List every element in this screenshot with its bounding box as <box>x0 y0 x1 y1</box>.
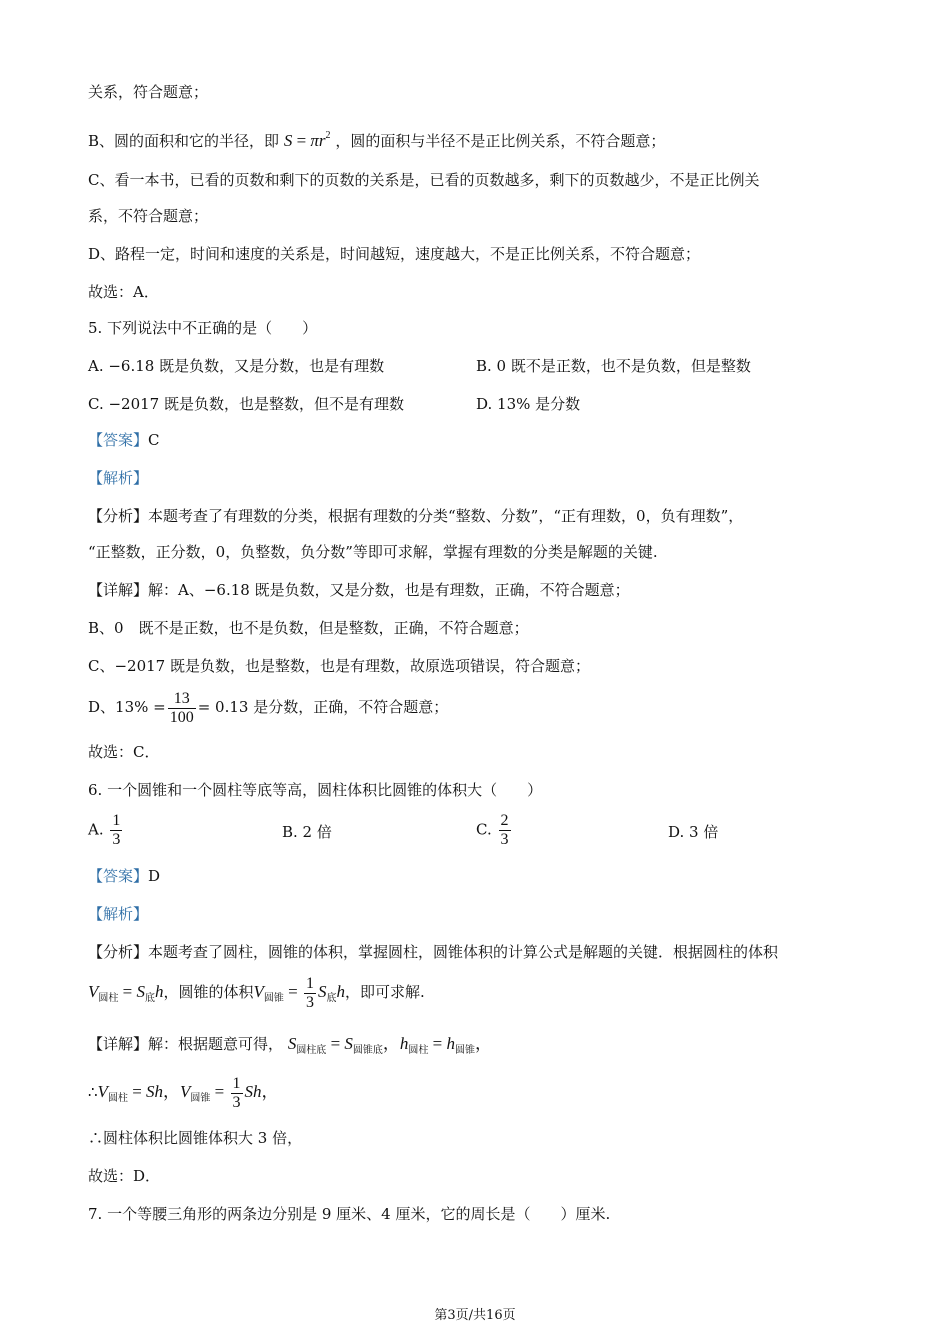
q5-fenxi-line: “正整数，正分数，0，负整数，负分数”等即可求解，掌握有理数的分类是解题的关键. <box>88 543 658 561</box>
q6-xiangjie-line <box>88 1070 279 1121</box>
q5-option-b: B. 0 既不是正数，也不是负数，但是整数 <box>476 357 751 375</box>
q6-option-c <box>476 812 513 849</box>
q6-analysis-tag <box>88 904 148 924</box>
xiangjie-tag: 【详解】 <box>88 581 149 599</box>
xiangjie-text: 解：根据题意可得， <box>148 1035 284 1053</box>
fenxi-tag: 【分析】 <box>88 943 149 961</box>
fraction-numerator: 1 <box>112 812 121 829</box>
text-line: 关系，符合题意； <box>88 83 209 101</box>
text-fragment: D、13% = <box>88 698 166 716</box>
q6-xiangjie-line <box>88 1034 492 1061</box>
text-line: C、看一本书，已看的页数和剩下的页数的关系是，已看的页数越多，剩下的页数越少，不是正比例关 <box>88 171 760 189</box>
text-line: 系，不符合题意； <box>88 207 209 225</box>
xiangjie-text: 解：A、−6.18 既是负数，又是分数，也是有理数，正确，不符合题意； <box>148 581 630 599</box>
text-fragment: B、圆的面积和它的半径，即 <box>88 132 280 150</box>
answer-value: C <box>148 431 160 449</box>
answer-value: D <box>148 867 161 885</box>
option-label: A. <box>88 820 104 839</box>
q5-answer <box>88 430 160 450</box>
question-6-stem: 6. 一个圆锥和一个圆柱等底等高，圆柱体积比圆锥的体积大（ ） <box>88 781 543 799</box>
cylinder-volume-formula: $V_{圆柱} = S_底h$ <box>88 982 164 1004</box>
q6-xiangjie-line: 故选：D． <box>88 1167 161 1185</box>
text-line <box>88 126 665 151</box>
fraction-denominator: 3 <box>500 831 509 848</box>
fenxi-text: 本题考查了有理数的分类，根据有理数的分类“整数、分数”，“正有理数，0，负有理数”， <box>148 507 744 525</box>
q5-option-a: A. −6.18 既是负数，又是分数，也是有理数 <box>88 357 385 375</box>
fenxi-text: 本题考查了圆柱，圆锥的体积，掌握圆柱，圆锥体积的计算公式是解题的关键．根据圆柱的体积 <box>148 943 779 961</box>
q5-option-d: D. 13% 是分数 <box>476 395 581 413</box>
fraction-numerator: 2 <box>500 812 509 829</box>
cone-volume-formula: $V_{圆锥}$ = $\frac{1}{3}$ $S_底h$ <box>253 974 345 1011</box>
q6-option-a <box>88 812 124 849</box>
question-7-stem: 7. 一个等腰三角形的两条边分别是 9 厘米、4 厘米，它的周长是（ ）厘米. <box>88 1205 611 1223</box>
q5-xiangjie-line: B、0 既不是正数，也不是负数，但是整数，正确，不符合题意； <box>88 619 529 637</box>
text-fragment: ，圆锥的体积 <box>163 983 254 1001</box>
fraction-numerator: 13 <box>168 690 196 709</box>
q6-fenxi-line <box>88 972 425 1019</box>
area-formula: $S = \pi r^2$ <box>283 130 331 150</box>
text-line: 故选：A． <box>88 283 159 301</box>
q5-xiangjie-line <box>88 580 630 600</box>
answer-tag: 【答案】 <box>88 867 149 885</box>
q5-option-c: C. −2017 既是负数，也是整数，但不是有理数 <box>88 395 404 413</box>
option-label: C. <box>476 820 492 839</box>
fraction <box>110 812 122 849</box>
equal-base-equation: $S_{圆柱底} = S_{圆锥底}$，$h_{圆柱} = h_{圆锥}$， <box>287 1034 492 1056</box>
volume-equations: $V_{圆柱} = Sh$，$V_{圆锥}$ = $\frac{1}{3}$ Sh， <box>97 1074 279 1111</box>
text-line: D、路程一定，时间和速度的关系是，时间越短，速度越大，不是正比例关系，不符合题意； <box>88 245 701 263</box>
fraction-denominator: 3 <box>112 831 121 848</box>
q5-xiangjie-line: 故选：C． <box>88 743 160 761</box>
analysis-tag: 【解析】 <box>88 905 149 923</box>
fenxi-tag: 【分析】 <box>88 507 149 525</box>
fraction <box>499 812 511 849</box>
q5-xiangjie-line: C、−2017 既是负数，也是整数，也是有理数，故原选项错误，符合题意； <box>88 657 590 675</box>
fraction-denominator: 100 <box>169 708 194 726</box>
q5-fenxi-line <box>88 506 743 526</box>
q6-xiangjie-line: ∴圆柱体积比圆锥体积大 3 倍， <box>88 1129 303 1147</box>
text-fragment: ，圆的面积与半径不是正比例关系，不符合题意； <box>335 132 666 150</box>
q5-analysis-tag <box>88 468 148 488</box>
answer-tag: 【答案】 <box>88 431 149 449</box>
q5-xiangjie-line <box>88 688 448 727</box>
text-fragment: ，即可求解. <box>344 983 425 1001</box>
q6-answer <box>88 866 160 886</box>
fraction <box>168 690 196 727</box>
q6-fenxi-line <box>88 942 778 962</box>
q6-option-b: B. 2 倍 <box>282 823 332 841</box>
text-fragment: = 0.13 是分数，正确，不符合题意； <box>197 698 449 716</box>
therefore-symbol: ∴ <box>88 1083 98 1101</box>
question-5-stem: 5. 下列说法中不正确的是（ ） <box>88 319 318 337</box>
page-footer: 第3页/共16页 <box>434 1308 516 1323</box>
fraction: $\frac{1}{3}$ <box>232 1074 241 1111</box>
analysis-tag: 【解析】 <box>88 469 149 487</box>
q6-option-d: D. 3 倍 <box>668 823 719 841</box>
xiangjie-tag: 【详解】 <box>88 1035 149 1053</box>
fraction: $\frac{1}{3}$ <box>305 974 314 1011</box>
